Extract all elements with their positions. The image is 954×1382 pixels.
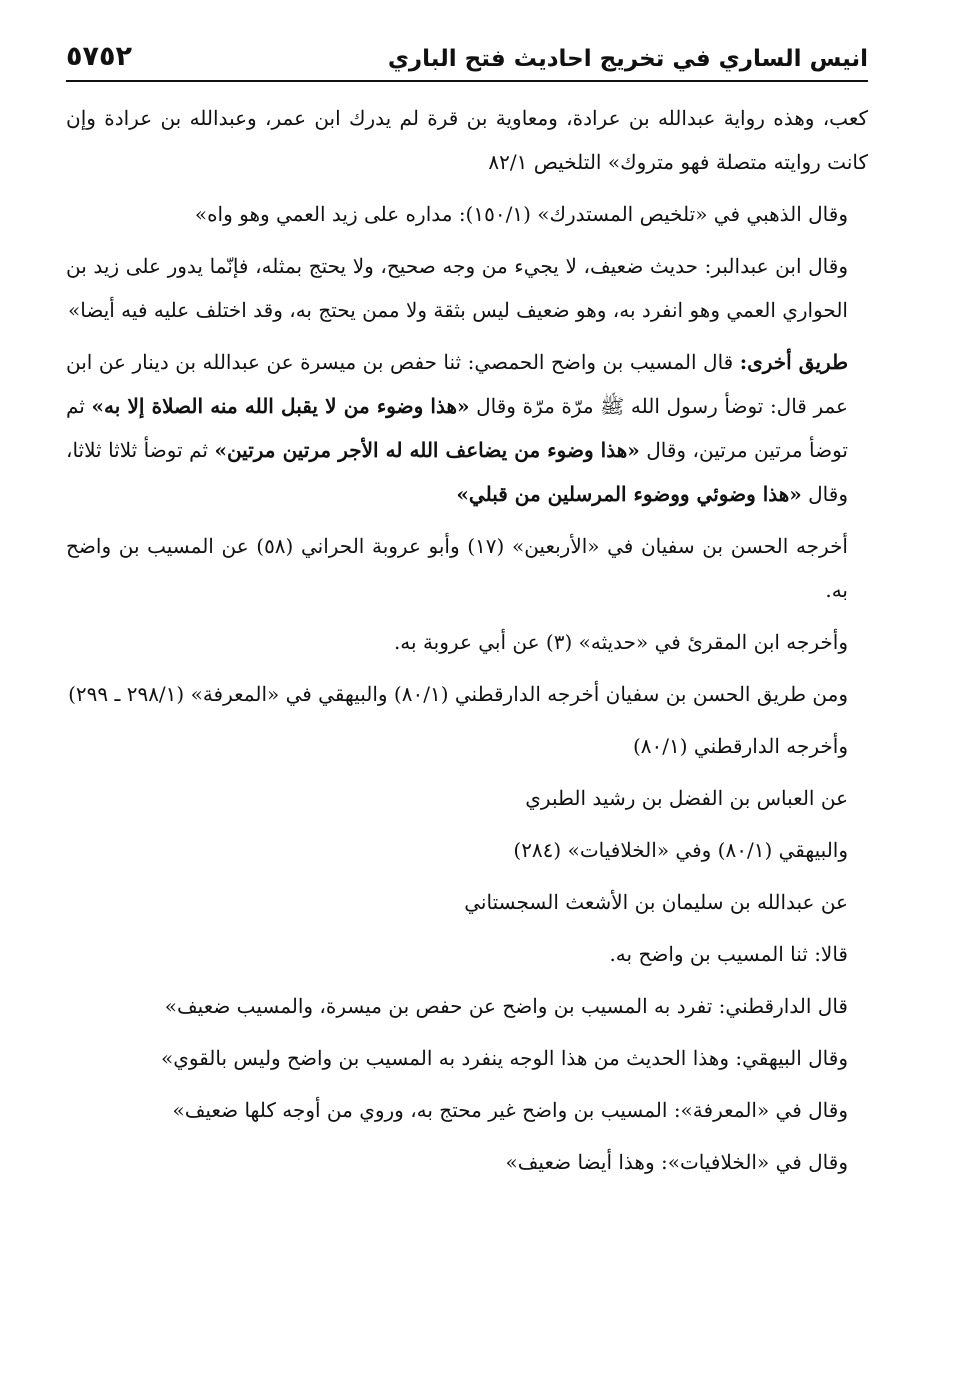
paragraph-alternate-route (66, 340, 868, 516)
hadith-quote: «هذا وضوء من يضاعف الله له الأجر مرتين مرتين» (214, 438, 640, 462)
paragraph: وأخرجه الدارقطني (٨٠/١) (632, 734, 848, 758)
book-title: انيس الساري في تخريج احاديث فتح الباري (387, 46, 868, 72)
paragraph: وأخرجه ابن المقرئ في «حديثه» (٣) عن أبي عروبة به. (393, 630, 848, 654)
paragraph: عن عبدالله بن سليمان بن الأشعث السجستاني (464, 890, 848, 914)
paragraph: وقال ابن عبدالبر: حديث ضعيف، لا يجيء من وجه صحيح، ولا يحتج بمثله، فإنّما يدور على زيد بن الحواري العمي وهو انفرد به، وهو ضعيف ليس بثقة ولا ممن يحتج به، وقد اختلف عليه فيه أيضا» (66, 254, 848, 322)
section-lead: طريق أخرى: (739, 350, 849, 374)
hadith-quote: «هذا وضوء من لا يقبل الله منه الصلاة إلا به» (91, 394, 470, 418)
hadith-quote: «هذا وضوئي ووضوء المرسلين من قبلي» (456, 482, 802, 506)
paragraph: عن العباس بن الفضل بن رشيد الطبري (525, 786, 848, 810)
header-divider (66, 80, 868, 82)
paragraph: والبيهقي (٨٠/١) وفي «الخلافيات» (٢٨٤) (513, 838, 848, 862)
page-body (66, 96, 868, 1184)
paragraph: وقال البيهقي: وهذا الحديث من هذا الوجه ينفرد به المسيب بن واضح وليس بالقوي» (160, 1046, 848, 1070)
paragraph: وقال في «المعرفة»: المسيب بن واضح غير محتج به، وروي من أوجه كلها ضعيف» (172, 1098, 848, 1122)
paragraph: أخرجه الحسن بن سفيان في «الأربعين» (١٧) وأبو عروبة الحراني (٥٨) عن المسيب بن واضح به. (66, 534, 848, 602)
paragraph: قالا: ثنا المسيب بن واضح به. (609, 942, 848, 966)
paragraph: قال الدارقطني: تفرد به المسيب بن واضح عن حفص بن ميسرة، والمسيب ضعيف» (164, 994, 848, 1018)
page-number: ٥٧٥٢ (66, 41, 132, 72)
narration-text: قال المسيب بن واضح الحمصي: ثنا حفص بن ميسرة عن عبدالله بن دينار عن ابن عمر قال: توضأ رسول الله ﷺ مرّة مرّة وقال (66, 350, 848, 418)
paragraph: ومن طريق الحسن بن سفيان أخرجه الدارقطني (٨٠/١) والبيهقي في «المعرفة» (٢٩٨/١ ـ ٢٩٩) (68, 682, 848, 706)
paragraph: وقال الذهبي في «تلخيص المستدرك» (١٥٠/١): مداره على زيد العمي وهو واه» (194, 202, 848, 226)
page-header (66, 28, 868, 72)
narration-text: ثم توضأ ثلاثا ثلاثا، وقال (66, 438, 848, 506)
paragraph: وقال في «الخلافيات»: وهذا أيضا ضعيف» (505, 1150, 848, 1174)
paragraph: كعب، وهذه رواية عبدالله بن عرادة، ومعاوية بن قرة لم يدرك ابن عمر، وعبدالله بن عرادة وإن كانت روايته متصلة فهو متروك» التلخيص ٨٢/١ (66, 106, 868, 174)
narration-text: ثم توضأ مرتين مرتين، وقال (66, 394, 848, 462)
